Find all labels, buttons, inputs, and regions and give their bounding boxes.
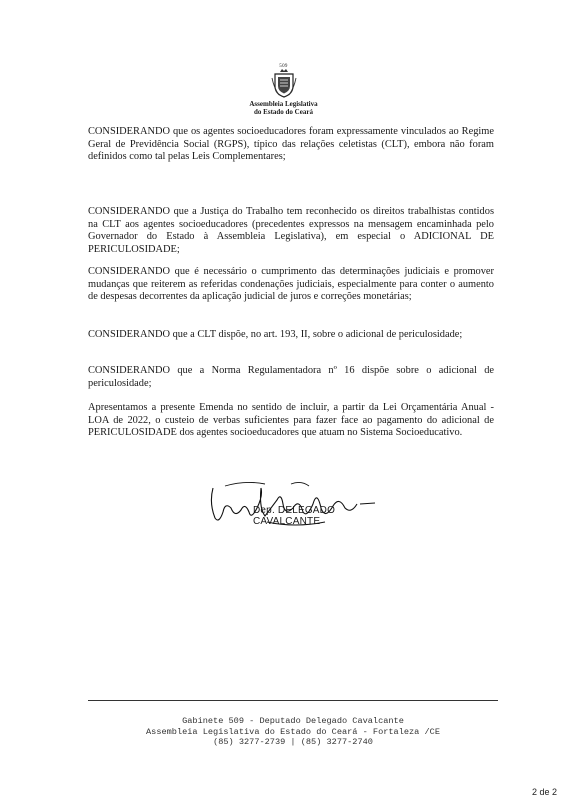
paragraph-considerando-nr16: CONSIDERANDO que a Norma Regulamentadora nº 16 dispõe sobre o adicional de periculosidade; <box>88 365 494 389</box>
signature-block <box>205 478 385 548</box>
institution-name-line2: do Estado do Ceará <box>254 108 313 116</box>
footer-line-office: Gabinete 509 - Deputado Delegado Cavalcante <box>182 716 404 726</box>
coat-of-arms-icon <box>271 66 297 100</box>
seal-number: 509 <box>279 64 288 69</box>
footer-divider <box>88 700 498 701</box>
footer-line-address: Assembleia Legislativa do Estado do Ceará - Fortaleza /CE <box>146 726 440 737</box>
footer-line-phones: (85) 3277-2739 | (85) 3277-2740 <box>213 737 373 748</box>
signer-name: Dep. DELEGADO CAVALCANTE <box>253 505 336 527</box>
letterhead <box>0 66 567 116</box>
paragraph-considerando-clt: CONSIDERANDO que a CLT dispõe, no art. 193, II, sobre o adicional de periculosidade; <box>88 329 463 340</box>
paragraph-apresentamos-emenda: Apresentamos a presente Emenda no sentido de incluir, a partir da Lei Orçamentária Anual - LOA de 2022, o custeio de verbas suficientes para fazer face ao pagamento do adicional de PERICULOSIDADE dos agentes socioeducadores que atuam no Sistema Socioeducativo. <box>88 402 494 439</box>
paragraph-considerando-determinacoes: CONSIDERANDO que é necessário o cumprimento das determinações judiciais e promover mudanças que reiterem as referidas condenações judiciais, especialmente para conter o aumento de despesas decorrentes da aplicação judicial de juros e correções monetárias; <box>88 266 494 303</box>
page-number: 2 de 2 <box>531 787 557 797</box>
footer <box>88 716 498 748</box>
paragraph-considerando-justica-trabalho: CONSIDERANDO que a Justiça do Trabalho tem reconhecido os direitos trabalhistas contidos na CLT aos agentes socioeducadores (precedentes expressos na mensagem encaminhada pelo Governador do Estado à Assembleia Legislativa), em especial o ADICIONAL DE PERICULOSIDADE; <box>88 206 494 255</box>
paragraph-considerando-rgps: CONSIDERANDO que os agentes socioeducadores foram expressamente vinculados ao Regime Geral de Previdência Social (RGPS), típico das relações celetistas (CLT), embora não foram definidos como tal pelas Leis Complementares; <box>88 126 494 163</box>
institution-name-line1: Assembleia Legislativa <box>249 100 318 108</box>
